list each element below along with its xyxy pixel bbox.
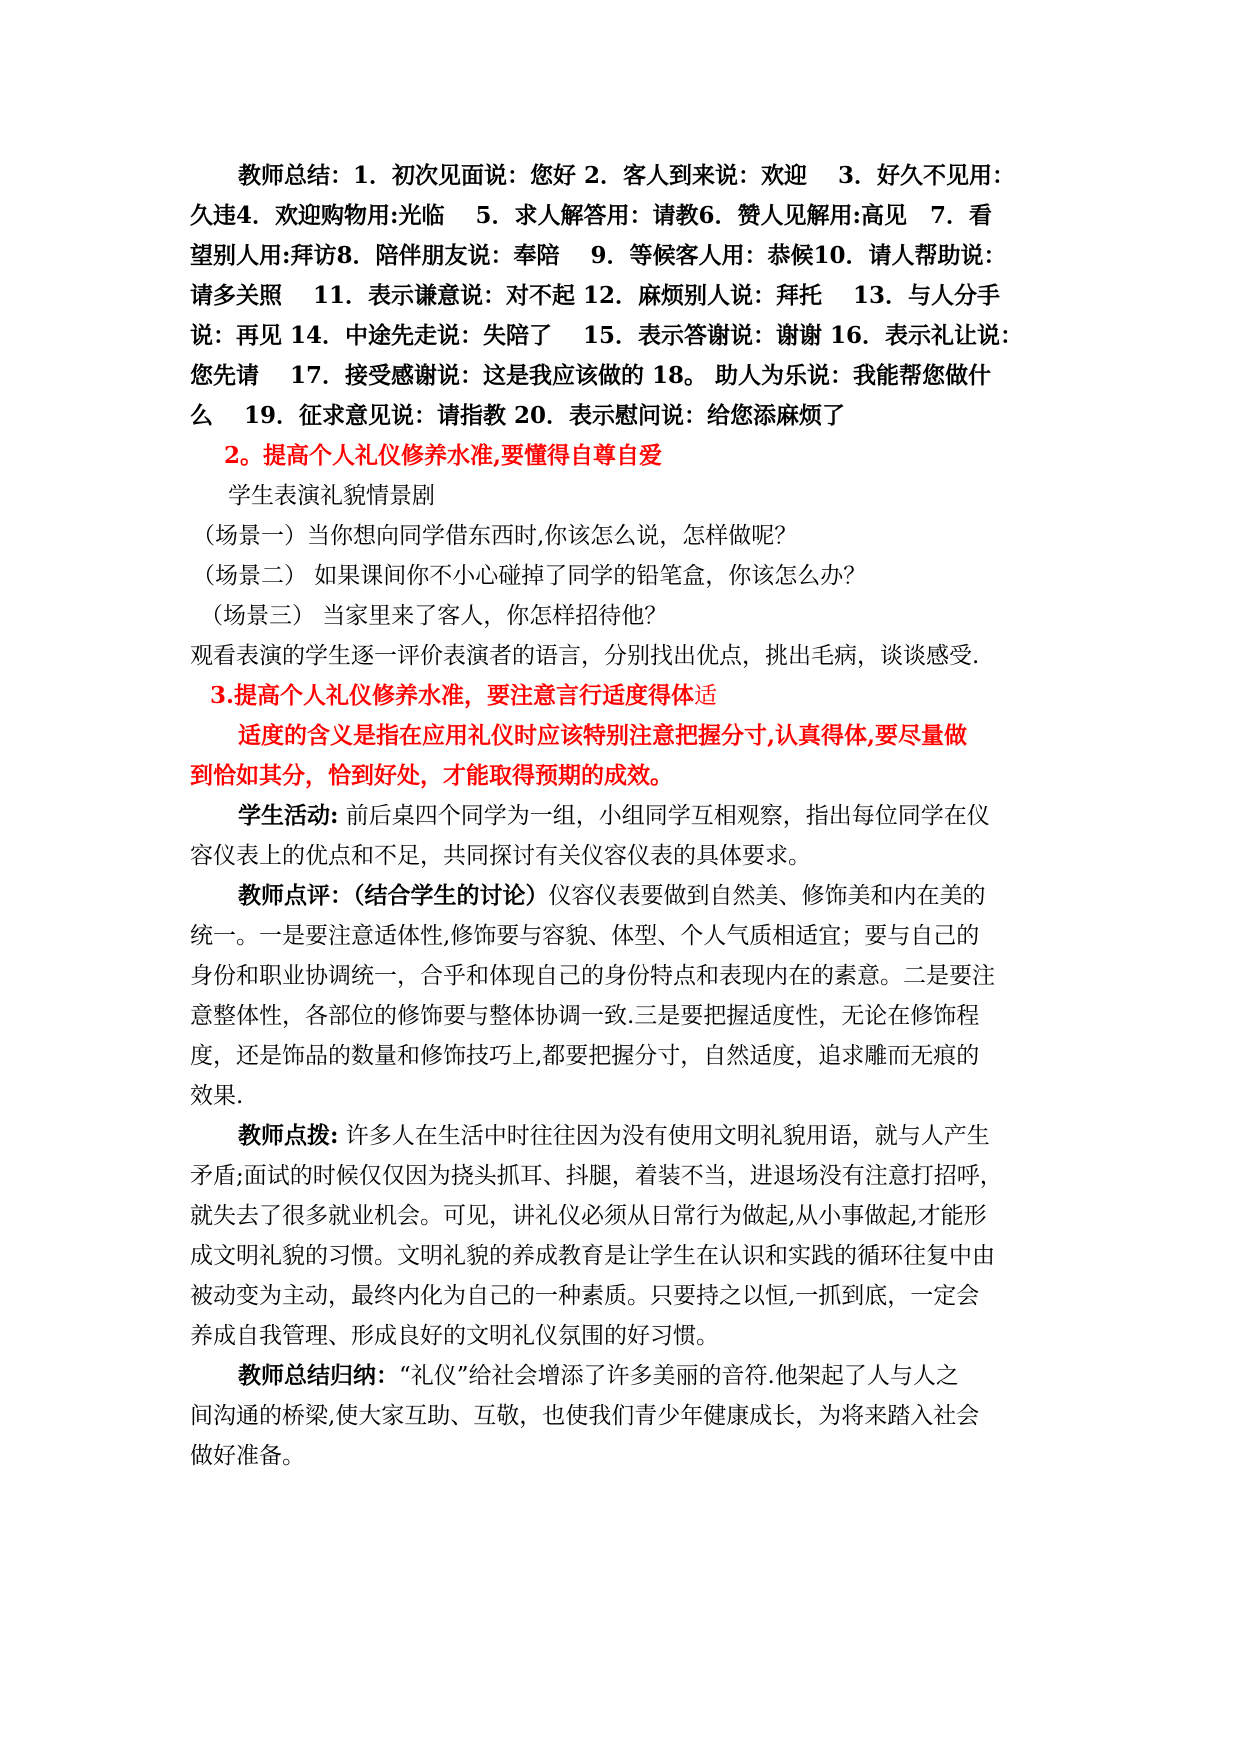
review-line: 效果.: [190, 1083, 244, 1109]
summary-line: 说：再见 14．中途先走说：失陪了 15．表示答谢说：谢谢 16．表示礼让说：: [190, 322, 1024, 349]
document-body: [190, 156, 1060, 1476]
performance-title: 学生表演礼貌情景剧: [228, 483, 435, 509]
teacher-conclusion: [190, 1356, 1060, 1476]
guide-line: 矛盾;面试的时候仅仅因为挠头抓耳、抖腿，着装不当，进退场没有注意打招呼，: [190, 1163, 1003, 1189]
section-heading-3-row: [190, 676, 1060, 716]
summary-line: 久违4．欢迎购物用:光临 5．求人解答用：请教6．赞人见解用:高见 7．看: [190, 202, 993, 229]
guide-text: 许多人在生活中时往往因为没有使用文明礼貌用语，就与人产生: [338, 1123, 990, 1149]
guide-line: 就失去了很多就业机会。可见，讲礼仪必须从日常行为做起,从小事做起,才能形: [190, 1203, 987, 1229]
summary-line: 望别人用:拜访8．陪伴朋友说：奉陪 9．等候客人用：恭候10．请人帮助说：: [190, 242, 1007, 269]
scene-2: （场景二） 如果课间你不小心碰掉了同学的铅笔盒，你该怎么办？: [192, 563, 867, 589]
guide-label: 教师点拨:: [238, 1122, 339, 1149]
guide-line: 养成自我管理、形成良好的文明礼仪氛围的好习惯。: [190, 1323, 719, 1349]
activity-label: 学生活动:: [238, 802, 339, 829]
watch-line: 观看表演的学生逐一评价表演者的语言，分别找出优点，挑出毛病，谈谈感受.: [190, 643, 980, 669]
guide-line: 成文明礼貌的习惯。文明礼貌的养成教育是让学生在认识和实践的循环往复中由: [190, 1243, 995, 1269]
conclusion-label: 教师总结归纳：: [238, 1362, 399, 1389]
student-activity: [190, 796, 1060, 876]
moderation-line: 到恰如其分，恰到好处，才能取得预期的成效。: [190, 762, 673, 789]
review-line: 意整体性，各部位的修饰要与整体协调一致.三是要把握适度性，无论在修饰程: [190, 1003, 980, 1029]
review-label: 教师点评：（结合学生的讨论）: [238, 882, 549, 909]
review-line: [190, 876, 1060, 916]
conclusion-line: [190, 1356, 1060, 1396]
teacher-guidance: [190, 1116, 1060, 1356]
activity-line: [190, 796, 1060, 836]
summary-line: 教师总结：1．初次见面说：您好 2．客人到来说：欢迎 3．好久不见用：: [238, 162, 1016, 189]
section-heading-3: 3.提高个人礼仪修养水准，要注意言行适度得体: [210, 682, 695, 709]
guide-line: [190, 1116, 1060, 1156]
summary-line: 请多关照 11．表示谦意说：对不起 12．麻烦别人说：拜托 13．与人分手: [190, 282, 1001, 309]
review-line: 身份和职业协调统一，合乎和体现自己的身份特点和表现内在的素意。二是要注: [190, 963, 995, 989]
review-line: 统一。一是要注意适体性,修饰要与容貌、体型、个人气质相适宜；要与自己的: [190, 923, 980, 949]
activity-text: 前后桌四个同学为一组，小组同学互相观察，指出每位同学在仪: [338, 803, 990, 829]
review-line: 度，还是饰品的数量和修饰技巧上,都要把握分寸，自然适度，追求雕而无痕的: [190, 1043, 980, 1069]
section-heading-2: 2。提高个人礼仪修养水准,要懂得自尊自爱: [224, 442, 663, 469]
activity-line: 容仪表上的优点和不足，共同探讨有关仪容仪表的具体要求。: [190, 843, 811, 869]
section-heading-3-tail: 适: [694, 683, 718, 709]
conclusion-line: 做好准备。: [190, 1443, 305, 1469]
summary-line: 么 19．征求意见说：请指教 20．表示慰问说：给您添麻烦了: [190, 402, 846, 429]
summary-line: 您先请 17．接受感谢说：这是我应该做的 18。 助人为乐说：我能帮您做什: [190, 362, 992, 389]
guide-line: 被动变为主动，最终内化为自己的一种素质。只要持之以恒,一抓到底，一定会: [190, 1283, 980, 1309]
conclusion-text: “礼仪”给社会增添了许多美丽的音符.他架起了人与人之: [399, 1363, 959, 1389]
conclusion-line: 间沟通的桥梁,使大家互助、互敬，也使我们青少年健康成长，为将来踏入社会: [190, 1403, 980, 1429]
teacher-summary: [190, 156, 1060, 436]
scene-3: （场景三） 当家里来了客人，你怎样招待他？: [200, 603, 668, 629]
moderation-definition: [190, 716, 1060, 796]
review-text: 仪容仪表要做到自然美、修饰美和内在美的: [548, 883, 986, 909]
scene-1: （场景一）当你想向同学借东西时,你该怎么说，怎样做呢？: [192, 523, 798, 549]
moderation-line: 适度的含义是指在应用礼仪时应该特别注意把握分寸,认真得体,要尽量做: [238, 722, 968, 749]
teacher-review: [190, 876, 1060, 1116]
